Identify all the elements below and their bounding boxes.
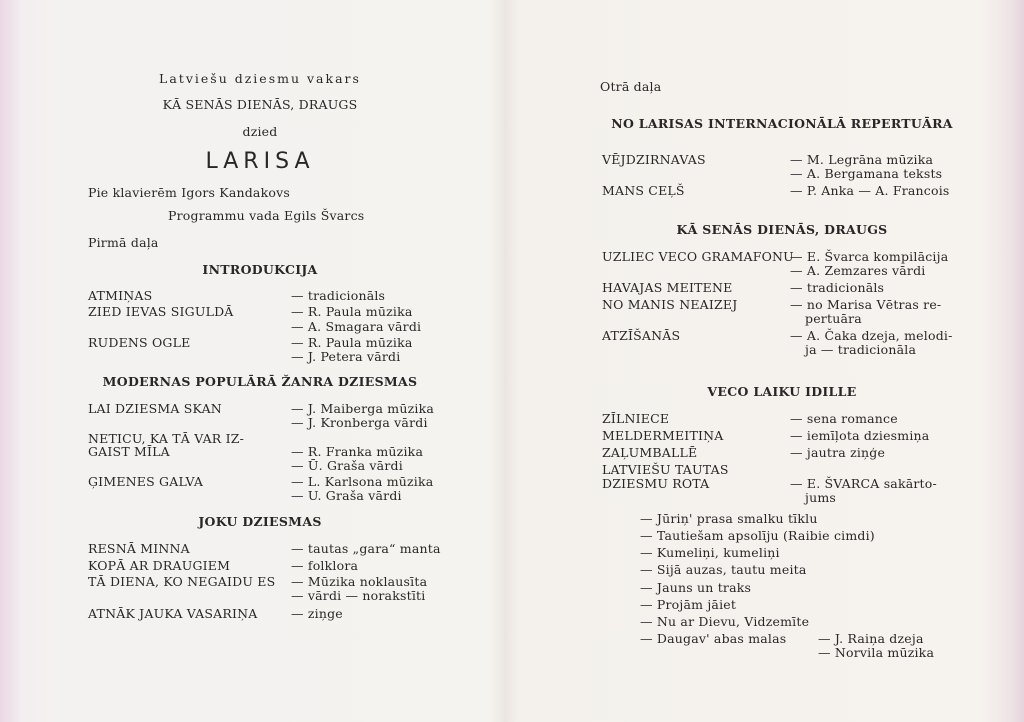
song-credit: — P. Anka — A. Francois bbox=[790, 183, 950, 198]
song-credit: — ziņge bbox=[291, 606, 343, 621]
section-heading: MODERNAS POPULĀRĀ ŽANRA DZIESMAS bbox=[102, 374, 418, 389]
section-heading: INTRODUKCIJA bbox=[202, 262, 318, 277]
song-credit: — folklora bbox=[291, 558, 359, 573]
song-title: ATMIŅAS bbox=[88, 288, 153, 303]
sings-label: dzied bbox=[242, 124, 278, 139]
medley-item: — Projām jāiet bbox=[640, 597, 737, 612]
song-title: ATZĪŠANĀS bbox=[602, 328, 681, 343]
song-credit: — tradicionāls bbox=[790, 280, 885, 295]
medley-item: — Jauns un traks bbox=[640, 580, 752, 595]
piano-credit: Pie klavierēm Igors Kandakovs bbox=[88, 185, 290, 200]
song-credit: — sena romance bbox=[790, 411, 898, 426]
song-title: LATVIEŠU TAUTAS bbox=[602, 462, 729, 477]
song-credit: — J. Maiberga mūzika bbox=[291, 401, 435, 416]
song-title: ZĪLNIECE bbox=[602, 411, 670, 426]
song-credit: — iemīļota dziesmiņa bbox=[790, 428, 930, 443]
song-credit: — A. Čaka dzeja, melodi- bbox=[790, 328, 953, 343]
song-credit: — E. Švarca kompilācija bbox=[790, 249, 949, 264]
song-title: RUDENS OGLE bbox=[88, 335, 191, 350]
medley-item: — Kumeliņi, kumeliņi bbox=[640, 545, 780, 560]
song-credit: — J. Kronberga vārdi bbox=[291, 415, 428, 430]
song-title: TĀ DIENA, KO NEGAIDU ES bbox=[88, 574, 276, 589]
section-heading: JOKU DZIESMAS bbox=[198, 514, 322, 529]
section-heading: VECO LAIKU IDILLE bbox=[707, 384, 857, 399]
song-credit: — U. Graša vārdi bbox=[291, 488, 402, 503]
song-credit: jums bbox=[805, 490, 836, 505]
song-credit: — tradicionāls bbox=[291, 288, 386, 303]
medley-credit: — J. Raiņa dzeja bbox=[818, 631, 924, 646]
medley-credit: — Norvila mūzika bbox=[818, 645, 935, 660]
song-title: DZIESMU ROTA bbox=[602, 476, 710, 491]
medley-item: — Sijā auzas, tautu meita bbox=[640, 562, 807, 577]
song-credit: — Ū. Graša vārdi bbox=[291, 458, 403, 473]
song-credit: pertuāra bbox=[805, 311, 862, 326]
song-title: KOPĀ AR DRAUGIEM bbox=[88, 558, 231, 573]
song-credit: — R. Franka mūzika bbox=[291, 444, 424, 459]
medley-item: — Tautiešam apsolīju (Raibie cimdi) bbox=[640, 528, 875, 543]
song-credit: — M. Legrāna mūzika bbox=[790, 152, 934, 167]
song-credit: — jautra ziņģe bbox=[790, 445, 886, 460]
part-one-label: Pirmā daļa bbox=[88, 235, 159, 250]
song-title: UZLIEC VECO GRAMAFONU bbox=[602, 249, 794, 264]
song-title: NETICU, KA TĀ VAR IZ- bbox=[88, 431, 245, 446]
song-credit: — R. Paula mūzika bbox=[291, 335, 413, 350]
part-two-label: Otrā daļa bbox=[600, 79, 662, 94]
performer-name: LARISA bbox=[205, 149, 315, 174]
host-credit: Programmu vada Egils Švarcs bbox=[168, 208, 365, 223]
show-title: KĀ SENĀS DIENĀS, DRAUGS bbox=[162, 97, 358, 112]
song-title: ĢIMENES GALVA bbox=[88, 474, 204, 489]
song-title: MANS CEĻŠ bbox=[602, 183, 685, 198]
song-credit: — A. Zemzares vārdi bbox=[790, 263, 926, 278]
medley-item: — Nu ar Dievu, Vidzemīte bbox=[640, 614, 810, 629]
song-title: VĒJDZIRNAVAS bbox=[602, 152, 706, 167]
song-title: ZIED IEVAS SIGULDĀ bbox=[88, 304, 234, 319]
song-credit: — E. ŠVARCA sakārto- bbox=[790, 476, 937, 491]
medley-item: — Daugav' abas malas bbox=[640, 631, 787, 646]
song-title: ATNĀK JAUKA VASARIŅA bbox=[88, 606, 258, 621]
song-title: RESNĀ MINNA bbox=[88, 541, 190, 556]
song-credit: — J. Petera vārdi bbox=[291, 349, 401, 364]
song-credit: — Mūzika noklausīta bbox=[291, 574, 428, 589]
song-credit: — vārdi — norakstīti bbox=[291, 588, 426, 603]
song-credit: — no Marisa Vētras re- bbox=[790, 297, 942, 312]
song-title: NO MANIS NEAIZEJ bbox=[602, 297, 738, 312]
song-title: LAI DZIESMA SKAN bbox=[88, 401, 222, 416]
song-title: HAVAJAS MEITENE bbox=[602, 280, 733, 295]
song-title: MELDERMEITIŅA bbox=[602, 428, 724, 443]
song-credit: — R. Paula mūzika bbox=[291, 304, 413, 319]
medley-item: — Jūriņ' prasa smalku tīklu bbox=[640, 511, 818, 526]
song-credit: — A. Smagara vārdi bbox=[291, 319, 422, 334]
song-credit: — tautas „gara“ manta bbox=[291, 541, 441, 556]
evening-title: Latviešu dziesmu vakars bbox=[159, 71, 361, 86]
section-heading: KĀ SENĀS DIENĀS, DRAUGS bbox=[676, 222, 888, 237]
song-credit: — A. Bergamana teksts bbox=[790, 166, 943, 181]
song-title: GAIST MĪLA bbox=[88, 444, 170, 459]
song-title: ZAĻUMBALLĒ bbox=[602, 445, 698, 460]
song-credit: — L. Karlsona mūzika bbox=[291, 474, 434, 489]
right-page bbox=[512, 0, 1024, 722]
section-heading: NO LARISAS INTERNACIONĀLĀ REPERTUĀRA bbox=[611, 116, 953, 131]
song-credit: ja — tradicionāla bbox=[805, 342, 917, 357]
